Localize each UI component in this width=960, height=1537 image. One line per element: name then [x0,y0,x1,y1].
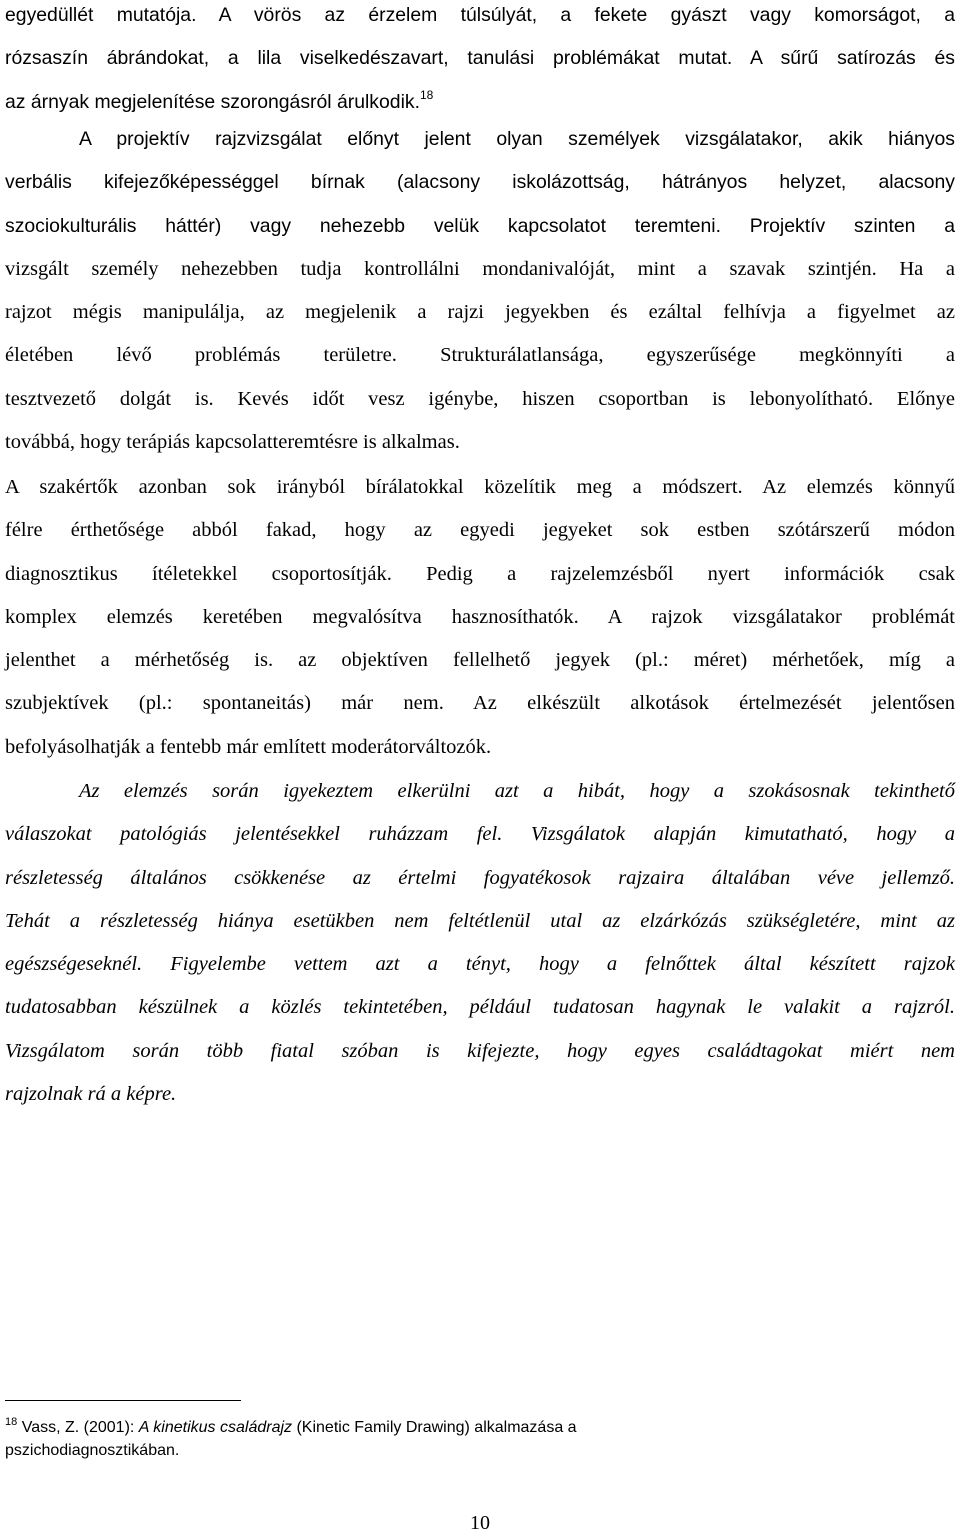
footnote-line [5,1416,805,1439]
footnote-line: pszichodiagnosztikában. [5,1442,180,1459]
text-line: szubjektívek (pl.: spontaneitás) már nem. Az elkészült alkotások értelmezését jelentősen [5,692,955,715]
text-line: rajzolnak rá a képre. [5,1083,177,1106]
footnote-number: 18 [5,1416,18,1428]
text-line: Tehát a részletesség hiánya esetükben nem feltétlenül utal az elzárkózás szükségletére, mint az [5,909,955,932]
paragraph-1 [5,0,955,124]
text-line: tesztvezető dolgát is. Kevés időt vesz igénybe, hiszen csoportban is lebonyolítható. Előnye [5,387,955,410]
text-line: Vizsgálatom során több fiatal szóban is kifejezte, hogy egyes családtagokat miért nem [5,1039,955,1062]
paragraph-3 [5,466,955,769]
text-line: továbbá, hogy terápiás kapcsolatteremtésre is alkalmas. [5,431,460,454]
text-line: befolyásolhatják a fentebb már említett moderátorváltozók. [5,735,492,758]
text-span: az árnyak megjelenítése szorongásról árulkodik. [5,90,420,113]
text-line: egyedüllét mutatója. A vörös az érzelem túlsúlyát, a fekete gyászt vagy komorságot, a [5,4,955,26]
text-line: részletesség általános csökkenése az értelmi fogyatékosok rajzaira általában véve jellemző. [5,866,955,889]
text-line: szociokulturális háttér) vagy nehezebb velük kapcsolatot teremteni. Projektív szinten a [5,214,955,237]
text-line: Az elemzés során igyekeztem elkerülni azt a hibát, hogy a szokásosnak tekinthető [79,780,955,802]
text-line: komplex elemzés keretében megvalósítva hasznosíthatók. A rajzok vizsgálatakor problémát [5,605,955,628]
text-line: életében lévő problémás területre. Strukturálatlansága, egyszerűsége megkönnyíti a [5,344,955,367]
text-line: jelenthet a mérhetőség is. az objektíven fellelhető jegyek (pl.: méret) mérhetőek, míg a [5,649,955,672]
text-line: A szakértők azonban sok irányból bírálatokkal közelítik meg a módszert. Az elemzés könnyű [5,476,955,498]
text-line: rajzot mégis manipulálja, az megjelenik a rajzi jegyekben és ezáltal felhívja a figyelmet az [5,301,955,324]
text-line: verbális kifejezőképességgel bírnak (alacsony iskolázottság, hátrányos helyzet, alacsony [5,171,955,194]
text-line: válaszokat patológiás jelentésekkel ruházzam fel. Vizsgálatok alapján kimutatható, hogy a [5,823,955,846]
text-line: A projektív rajzvizsgálat előnyt jelent olyan személyek vizsgálatakor, akik hiányos [79,128,955,150]
text-line: félre érthetősége abból fakad, hogy az egyedi jegyeket sok estben szótárszerű módon [5,519,955,542]
text-line: egészségeseknél. Figyelembe vettem azt a tényt, hogy a felnőttek által készített rajzok [5,953,955,976]
footnote-author: Vass, Z. (2001): [21,1419,139,1436]
paragraph-2 [5,118,955,464]
footnote-reference[interactable]: 18 [419,87,434,102]
text-line: tudatosabban készülnek a közlés tekintetében, például tudatosan hagynak le valakit a rajzról. [5,996,955,1019]
footnote-text: (Kinetic Family Drawing) alkalmazása a [292,1419,577,1436]
footnote [5,1416,805,1462]
text-line: rózsaszín ábrándokat, a lila viselkedészavart, tanulási problémákat mutat. A sűrű satírozás és [5,47,955,70]
paragraph-4 [5,770,955,1116]
text-line: vizsgált személy nehezebben tudja kontrollálni mondanivalóját, mint a szavak szintjén. Ha a [5,257,955,280]
text-line: diagnosztikus ítéletekkel csoportosítják. Pedig a rajzelemzésből nyert információk csak [5,562,955,585]
page-number: 10 [470,1512,490,1534]
footnote-title: A kinetikus családrajz [138,1419,293,1436]
footnote-separator [5,1400,241,1401]
